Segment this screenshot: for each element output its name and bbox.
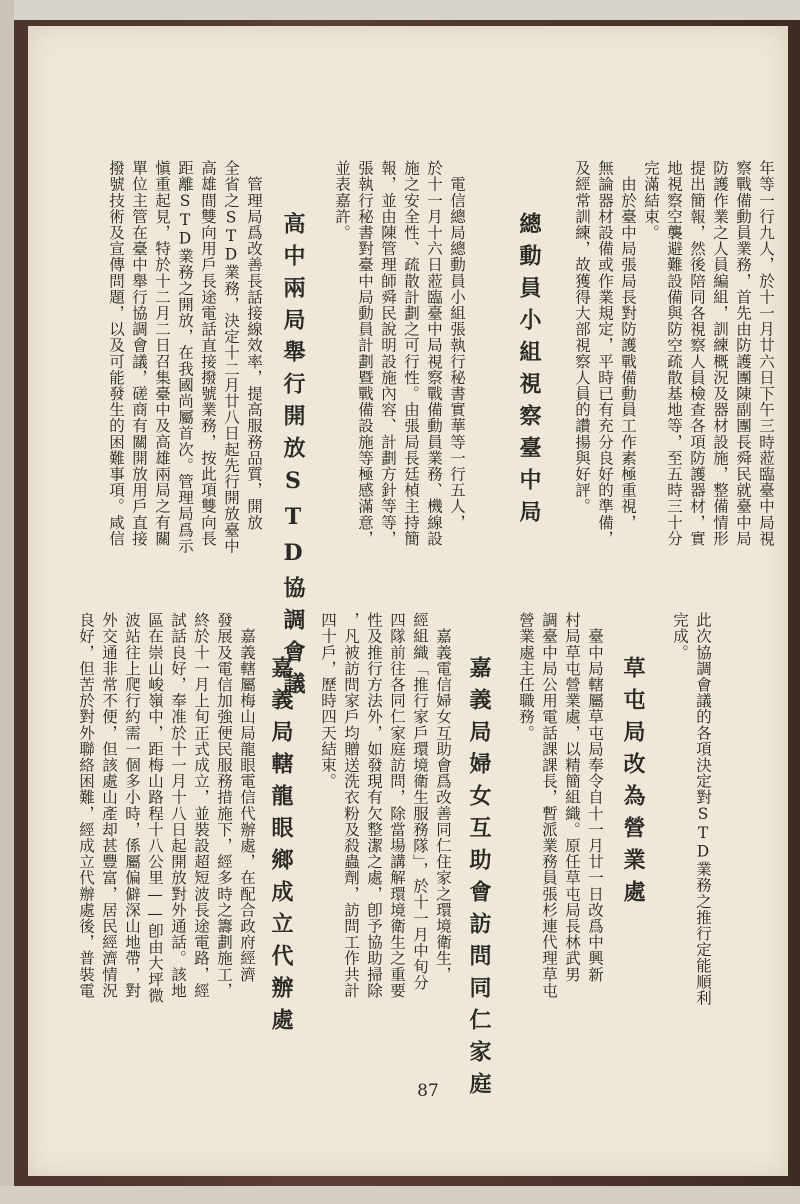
book-cover-edge-left	[0, 0, 14, 1204]
article-mobilization-inspection: 電信總局總動員小組張執行秘書實華等一行五人， 於十一月十六日蒞臨臺中局視察戰備動員業務、機線設 施之安全性、疏散計劃之可行性。由張局長廷楨主持簡 報，並由陳管理師舜民說明設施內容、計劃方針等等， 張執行秘書對臺中局動員計劃暨戰備設施等極感滿意， 並表嘉許。	[333, 160, 466, 547]
page-number: 87	[417, 1081, 439, 1101]
heading-caotun-office: 草屯局改為營業處	[620, 656, 646, 912]
article-longyan-agency: 嘉義轄屬梅山局龍眼電信代辦處，在配合政府經濟 發展及電信加強便民服務措施下，經多時之籌劃施工， 終於十一月上旬正式成立，並裝設超短波長途電路，經 試話良好，奉准於十一月十八日起開放對外通話。該地 區在崇山峻嶺中，距梅山路程十八公里——卽由大坪微 波站往上爬行約需一個多小時，係屬偏僻深山地帶，對 外交通非常不便，但該處山產却甚豐富，居民經濟情況 良好，但苦於對外聯絡困難，經成立代辦處後，普裝電	[77, 612, 256, 1004]
std-article-continuation: 此次協調會議的各項決定對STD業務之推行定能順利 完成。	[671, 612, 712, 1006]
article-chiayi-womens-association: 嘉義電信婦女互助會爲改善同仁住家之環境衛生， 經組織「推行家戶環境衛生服務隊」，於十一月中旬分 四隊前往各同仁家庭訪問，除當場講解環境衛生之重要 性及推行方法外，如發現有欠整潔之處，卽予協助掃除 ，凡被訪問家戶均贈送洗衣粉及殺蟲劑，訪問工作共計 四十戶，歷時四天結束。	[319, 612, 452, 999]
heading-mobilization-inspection: 總動員小組視察臺中局	[516, 212, 542, 532]
heading-longyan-agency: 嘉義局轄龍眼鄉成立代辦處	[268, 656, 294, 1040]
article-std-coordination-meeting: 管理局爲改善長話接線效率，提高服務品質，開放 全省之STD業務，決定十二月廿八日起先行開放臺中 高雄間雙向用戶長途電話直接撥號業務，按此項雙向長 距離STD業務之開放，在我國尚屬首次。管理局爲示 愼重起見，特於十二月二日召集臺中及高雄兩局之有關 單位主管在臺中舉行協調會議，磋商有關開放用戶直接 撥號技術及宣傳問題，以及可能發生的困難事項。咸信	[107, 160, 263, 554]
document-page	[28, 26, 788, 1176]
book-cover-edge-bottom	[0, 1186, 800, 1204]
book-cover-edge-top	[0, 0, 800, 20]
heading-std-coordination-meeting: 高中兩局舉行開放STD協調會議	[280, 212, 306, 704]
article-caotun-office: 臺中局轄屬草屯局奉令自十一月廿一日改爲中興新 村局草屯營業處，以精簡組織。原任草屯局長林武男 調臺中局公用電話課課長，暫派業務員張杉連代理草屯 營業處主任職務。	[517, 612, 604, 999]
heading-chiayi-womens-association: 嘉義局婦女互助會訪問同仁家庭	[466, 656, 492, 1104]
intro-paragraph: 年等一行九人，於十一月廿六日下午三時蒞臨臺中局視 察戰備動員業務，首先由防護團陳副團長舜民就臺中局 防護作業之人員編組，訓練概況及器材設施，整備情形 提出簡報，然後陪同各視察人員檢查各項防護器材，實 地視察空襲避難設備與防空疏散基地等，至五時三十分 完滿結束。 由於臺中局張局長對防護戰備動員工作素極重視， 無論器材設備或作業規定，平時已有充分良好的準備， 及經常訓練，故獲得大部視察人員的讚揚與好評。	[573, 160, 775, 547]
